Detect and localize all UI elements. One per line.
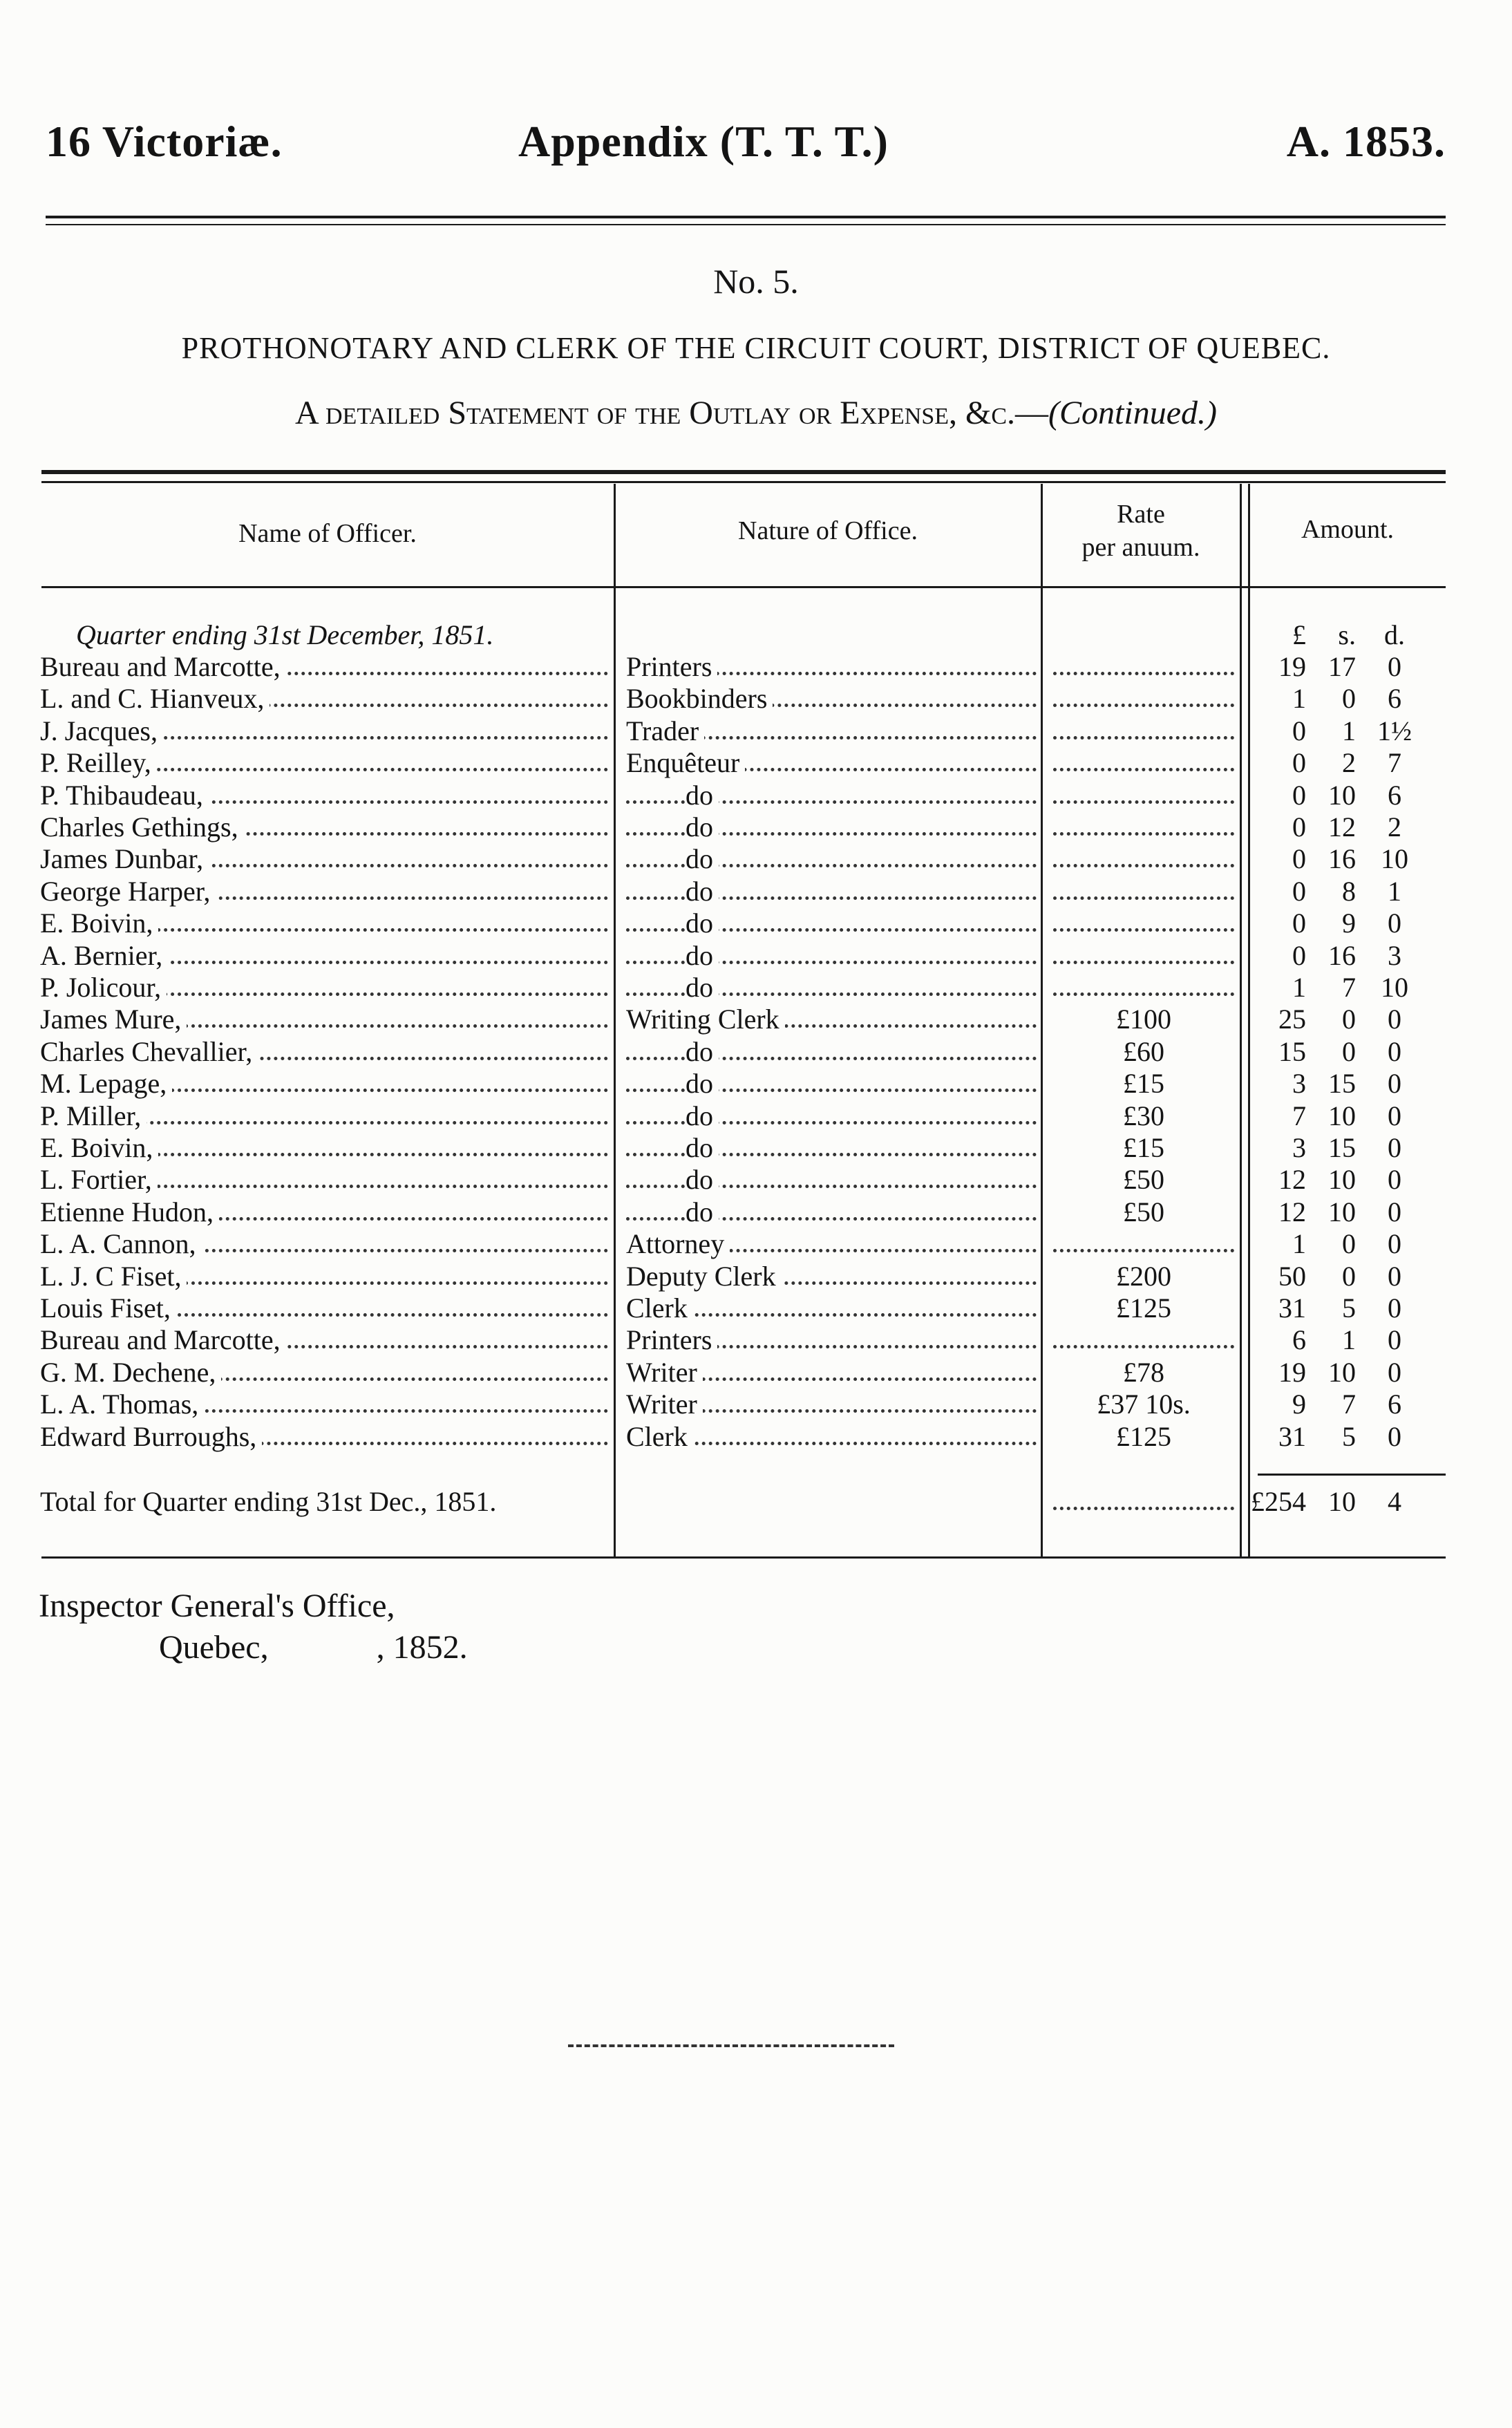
amount-pence: 0 — [1388, 1004, 1401, 1035]
office-nature: Bookbinders — [626, 683, 1037, 715]
officer-name: L. J. C Fiset, — [40, 1261, 608, 1292]
amount-pence: 0 — [1388, 1132, 1401, 1163]
column-header-rate — [1042, 498, 1240, 564]
amount-shillings: 10 — [1328, 1356, 1356, 1388]
header-rule-top — [46, 216, 1446, 218]
office-nature: do — [626, 1164, 1037, 1196]
amount-pounds: 31 — [1278, 1292, 1306, 1324]
amount-pence: 0 — [1388, 1356, 1401, 1388]
footer-office: Inspector General's Office, — [39, 1588, 395, 1624]
amount-shillings: 2 — [1342, 747, 1356, 779]
table-row — [0, 972, 1512, 1004]
officer-name: P. Reilley, — [40, 747, 608, 779]
amount-pence: 3 — [1388, 939, 1401, 971]
amount-pence: 0 — [1388, 1420, 1401, 1452]
header-year: A. 1853. — [1286, 117, 1446, 166]
amount-pounds: 0 — [1292, 843, 1306, 875]
amount-shillings: 15 — [1328, 1068, 1356, 1100]
amount-shillings: 12 — [1328, 811, 1356, 843]
amount-shillings: 15 — [1328, 1132, 1356, 1163]
amount-shillings: 0 — [1342, 1228, 1356, 1260]
quarter-label: Quarter ending 31st December, 1851. — [76, 619, 494, 650]
amount-pounds: 0 — [1292, 875, 1306, 907]
shillings-symbol: s. — [1338, 619, 1356, 650]
officer-name: P. Miller, — [40, 1100, 608, 1132]
table-row — [0, 907, 1512, 939]
office-nature: do — [626, 1132, 1037, 1164]
amount-pounds: 6 — [1292, 1324, 1306, 1356]
amount-pence: 1 — [1388, 875, 1401, 907]
document-number: No. 5. — [713, 262, 799, 301]
office-nature: Writing Clerk — [626, 1004, 1037, 1035]
amount-pounds: 25 — [1278, 1004, 1306, 1035]
office-nature: Printers — [626, 1324, 1037, 1356]
amount-shillings: 10 — [1328, 1196, 1356, 1227]
office-nature: do — [626, 780, 1037, 811]
pounds-symbol: £ — [1292, 619, 1306, 650]
office-nature: do — [626, 1068, 1037, 1100]
header-rule-bottom — [46, 224, 1446, 225]
amount-shillings: 0 — [1342, 683, 1356, 715]
office-nature: Enquêteur — [626, 747, 1037, 779]
office-nature: Trader — [626, 715, 1037, 747]
officer-name: G. M. Dechene, — [40, 1357, 608, 1389]
amount-shillings: 0 — [1342, 1035, 1356, 1067]
rate-header-line1: Rate — [1117, 500, 1165, 529]
officer-name: J. Jacques, — [40, 715, 608, 747]
office-nature: do — [626, 907, 1037, 939]
office-nature: Printers — [626, 651, 1037, 683]
amount-pence: 0 — [1388, 1196, 1401, 1227]
amount-pence: 0 — [1388, 1100, 1401, 1131]
total-label: Total for Quarter ending 31st Dec., 1851. — [40, 1486, 608, 1518]
amount-shillings: 17 — [1328, 651, 1356, 682]
amount-pounds: 1 — [1292, 972, 1306, 1003]
total-pence: 4 — [1388, 1486, 1401, 1517]
officer-name: L. A. Cannon, — [40, 1228, 608, 1260]
amount-pence: 0 — [1388, 1260, 1401, 1292]
total-row — [0, 1486, 1512, 1518]
office-nature: do — [626, 940, 1037, 972]
amount-pence: 0 — [1388, 1324, 1401, 1356]
document-title: PROTHONOTARY AND CLERK OF THE CIRCUIT COURT, DISTRICT OF QUEBEC. — [181, 331, 1331, 365]
amount-shillings: 10 — [1328, 779, 1356, 811]
officer-name: M. Lepage, — [40, 1068, 608, 1100]
amount-pence: 0 — [1388, 1164, 1401, 1196]
officer-name: James Mure, — [40, 1004, 608, 1035]
header-appendix: Appendix (T. T. T.) — [518, 117, 889, 166]
table-row — [0, 747, 1512, 779]
amount-shillings: 0 — [1342, 1260, 1356, 1292]
amount-pence: 6 — [1388, 779, 1401, 811]
quarter-heading-row — [0, 619, 1512, 651]
amount-pounds: 1 — [1292, 1228, 1306, 1260]
officer-name: L. Fortier, — [40, 1164, 608, 1196]
officer-name: A. Bernier, — [40, 940, 608, 972]
officer-name: Edward Burroughs, — [40, 1421, 608, 1453]
table-row — [0, 1421, 1512, 1453]
table-row — [0, 940, 1512, 972]
officer-name: P. Thibaudeau, — [40, 780, 608, 811]
amount-pounds: 31 — [1278, 1420, 1306, 1452]
rate-header-line2: per anuum. — [1081, 533, 1200, 562]
table-row — [0, 843, 1512, 875]
table-row — [0, 1100, 1512, 1132]
amount-pounds: 0 — [1292, 715, 1306, 746]
office-nature: do — [626, 1036, 1037, 1068]
amount-pounds: 0 — [1292, 907, 1306, 939]
table-row — [0, 651, 1512, 683]
office-nature: do — [626, 1100, 1037, 1132]
office-nature: do — [626, 811, 1037, 843]
table-row — [0, 1261, 1512, 1292]
table-row — [0, 683, 1512, 715]
total-shillings: 10 — [1328, 1486, 1356, 1517]
officer-name: James Dunbar, — [40, 843, 608, 875]
office-nature: do — [626, 876, 1037, 907]
rate-cell: £37 10s. — [1097, 1389, 1191, 1420]
officer-name: Etienne Hudon, — [40, 1196, 608, 1228]
amount-pence: 0 — [1388, 1292, 1401, 1324]
table-row — [0, 1196, 1512, 1228]
amount-pence: 0 — [1388, 1035, 1401, 1067]
table-row — [0, 780, 1512, 811]
pence-symbol: d. — [1384, 619, 1405, 650]
amount-shillings: 10 — [1328, 1100, 1356, 1131]
amount-pounds: 50 — [1278, 1260, 1306, 1292]
officer-name: E. Boivin, — [40, 1132, 608, 1164]
column-header-nature: Nature of Office. — [738, 516, 918, 545]
amount-pounds: 3 — [1292, 1068, 1306, 1100]
table-row — [0, 1036, 1512, 1068]
office-nature: Clerk — [626, 1292, 1037, 1324]
subtitle-main: A detailed Statement of the Outlay or Expense, &c.— — [294, 395, 1049, 431]
office-nature: Clerk — [626, 1421, 1037, 1453]
officer-name: L. A. Thomas, — [40, 1389, 608, 1420]
amount-pence: 2 — [1388, 811, 1401, 843]
amount-pence: 0 — [1388, 1228, 1401, 1260]
amount-pence: 1½ — [1377, 715, 1412, 746]
closing-dashed-rule — [568, 2044, 894, 2047]
subtitle-continued: (Continued.) — [1048, 395, 1218, 431]
amount-pence: 0 — [1388, 907, 1401, 939]
officer-name: George Harper, — [40, 876, 608, 907]
rate-cell: £30 — [1123, 1100, 1164, 1131]
rate-cell: £60 — [1123, 1035, 1164, 1067]
table-row — [0, 715, 1512, 747]
amount-pounds: 7 — [1292, 1100, 1306, 1131]
officer-name: Charles Gethings, — [40, 811, 608, 843]
amount-pounds: 0 — [1292, 939, 1306, 971]
amount-pounds: 0 — [1292, 811, 1306, 843]
amount-shillings: 1 — [1342, 715, 1356, 746]
amount-shillings: 0 — [1342, 1004, 1356, 1035]
column-header-name: Name of Officer. — [238, 519, 417, 548]
amount-pounds: 12 — [1278, 1196, 1306, 1227]
amount-shillings: 5 — [1342, 1420, 1356, 1452]
footer-place-date: Quebec, , 1852. — [159, 1629, 468, 1666]
document-subtitle — [0, 394, 1512, 432]
table-rule-bottom — [41, 1556, 1446, 1559]
rate-cell: £200 — [1116, 1260, 1171, 1292]
amount-pence: 0 — [1388, 1068, 1401, 1100]
rate-cell: £125 — [1116, 1420, 1171, 1452]
officer-name: Bureau and Marcotte, — [40, 651, 608, 683]
amount-pounds: 19 — [1278, 1356, 1306, 1388]
table-rule-top-thin — [41, 481, 1446, 483]
officer-name: Charles Chevallier, — [40, 1036, 608, 1068]
amount-pounds: 0 — [1292, 779, 1306, 811]
table-row — [0, 1068, 1512, 1100]
amount-shillings: 10 — [1328, 1164, 1356, 1196]
amount-shillings: 16 — [1328, 939, 1356, 971]
amount-shillings: 8 — [1342, 875, 1356, 907]
table-row — [0, 1389, 1512, 1420]
table-row — [0, 876, 1512, 907]
rate-cell: £15 — [1123, 1068, 1164, 1100]
officer-name: L. and C. Hianveux, — [40, 683, 608, 715]
total-pounds: £254 — [1251, 1486, 1306, 1517]
amount-pence: 10 — [1381, 972, 1408, 1003]
amount-shillings: 7 — [1342, 972, 1356, 1003]
office-nature: Attorney — [626, 1228, 1037, 1260]
rate-cell: £50 — [1123, 1196, 1164, 1227]
table-row — [0, 1004, 1512, 1035]
office-nature: Writer — [626, 1357, 1037, 1389]
office-nature: Writer — [626, 1389, 1037, 1420]
amount-pounds: 1 — [1292, 683, 1306, 715]
rate-cell: £125 — [1116, 1292, 1171, 1324]
rate-cell: £50 — [1123, 1164, 1164, 1196]
table-row — [0, 1357, 1512, 1389]
table-row — [0, 811, 1512, 843]
amount-pence: 7 — [1388, 747, 1401, 779]
amount-shillings: 1 — [1342, 1324, 1356, 1356]
office-nature: do — [626, 843, 1037, 875]
table-row — [0, 1292, 1512, 1324]
amount-shillings: 9 — [1342, 907, 1356, 939]
amount-pence: 6 — [1388, 683, 1401, 715]
amount-shillings: 16 — [1328, 843, 1356, 875]
header-volume: 16 Victoriæ. — [46, 117, 283, 166]
amount-pounds: 3 — [1292, 1132, 1306, 1163]
officer-name: P. Jolicour, — [40, 972, 608, 1004]
amount-shillings: 7 — [1342, 1389, 1356, 1420]
amount-pence: 6 — [1388, 1389, 1401, 1420]
rate-cell: £100 — [1116, 1004, 1171, 1035]
officer-name: E. Boivin, — [40, 907, 608, 939]
total-rule — [1258, 1474, 1446, 1476]
amount-pounds: 9 — [1292, 1389, 1306, 1420]
table-row — [0, 1132, 1512, 1164]
table-rule-top — [41, 470, 1446, 474]
amount-pence: 0 — [1388, 651, 1401, 682]
office-nature: do — [626, 972, 1037, 1004]
rate-cell: £78 — [1123, 1356, 1164, 1388]
office-nature: Deputy Clerk — [626, 1261, 1037, 1292]
table-row — [0, 1324, 1512, 1356]
amount-pounds: 0 — [1292, 747, 1306, 779]
table-row — [0, 1164, 1512, 1196]
amount-pounds: 19 — [1278, 651, 1306, 682]
amount-shillings: 5 — [1342, 1292, 1356, 1324]
column-header-amount: Amount. — [1301, 515, 1395, 544]
amount-pence: 10 — [1381, 843, 1408, 875]
amount-pounds: 12 — [1278, 1164, 1306, 1196]
table-header-rule — [41, 586, 1446, 588]
office-nature: do — [626, 1196, 1037, 1228]
amount-pounds: 15 — [1278, 1035, 1306, 1067]
officer-name: Bureau and Marcotte, — [40, 1324, 608, 1356]
table-row — [0, 1228, 1512, 1260]
rate-cell: £15 — [1123, 1132, 1164, 1163]
officer-name: Louis Fiset, — [40, 1292, 608, 1324]
